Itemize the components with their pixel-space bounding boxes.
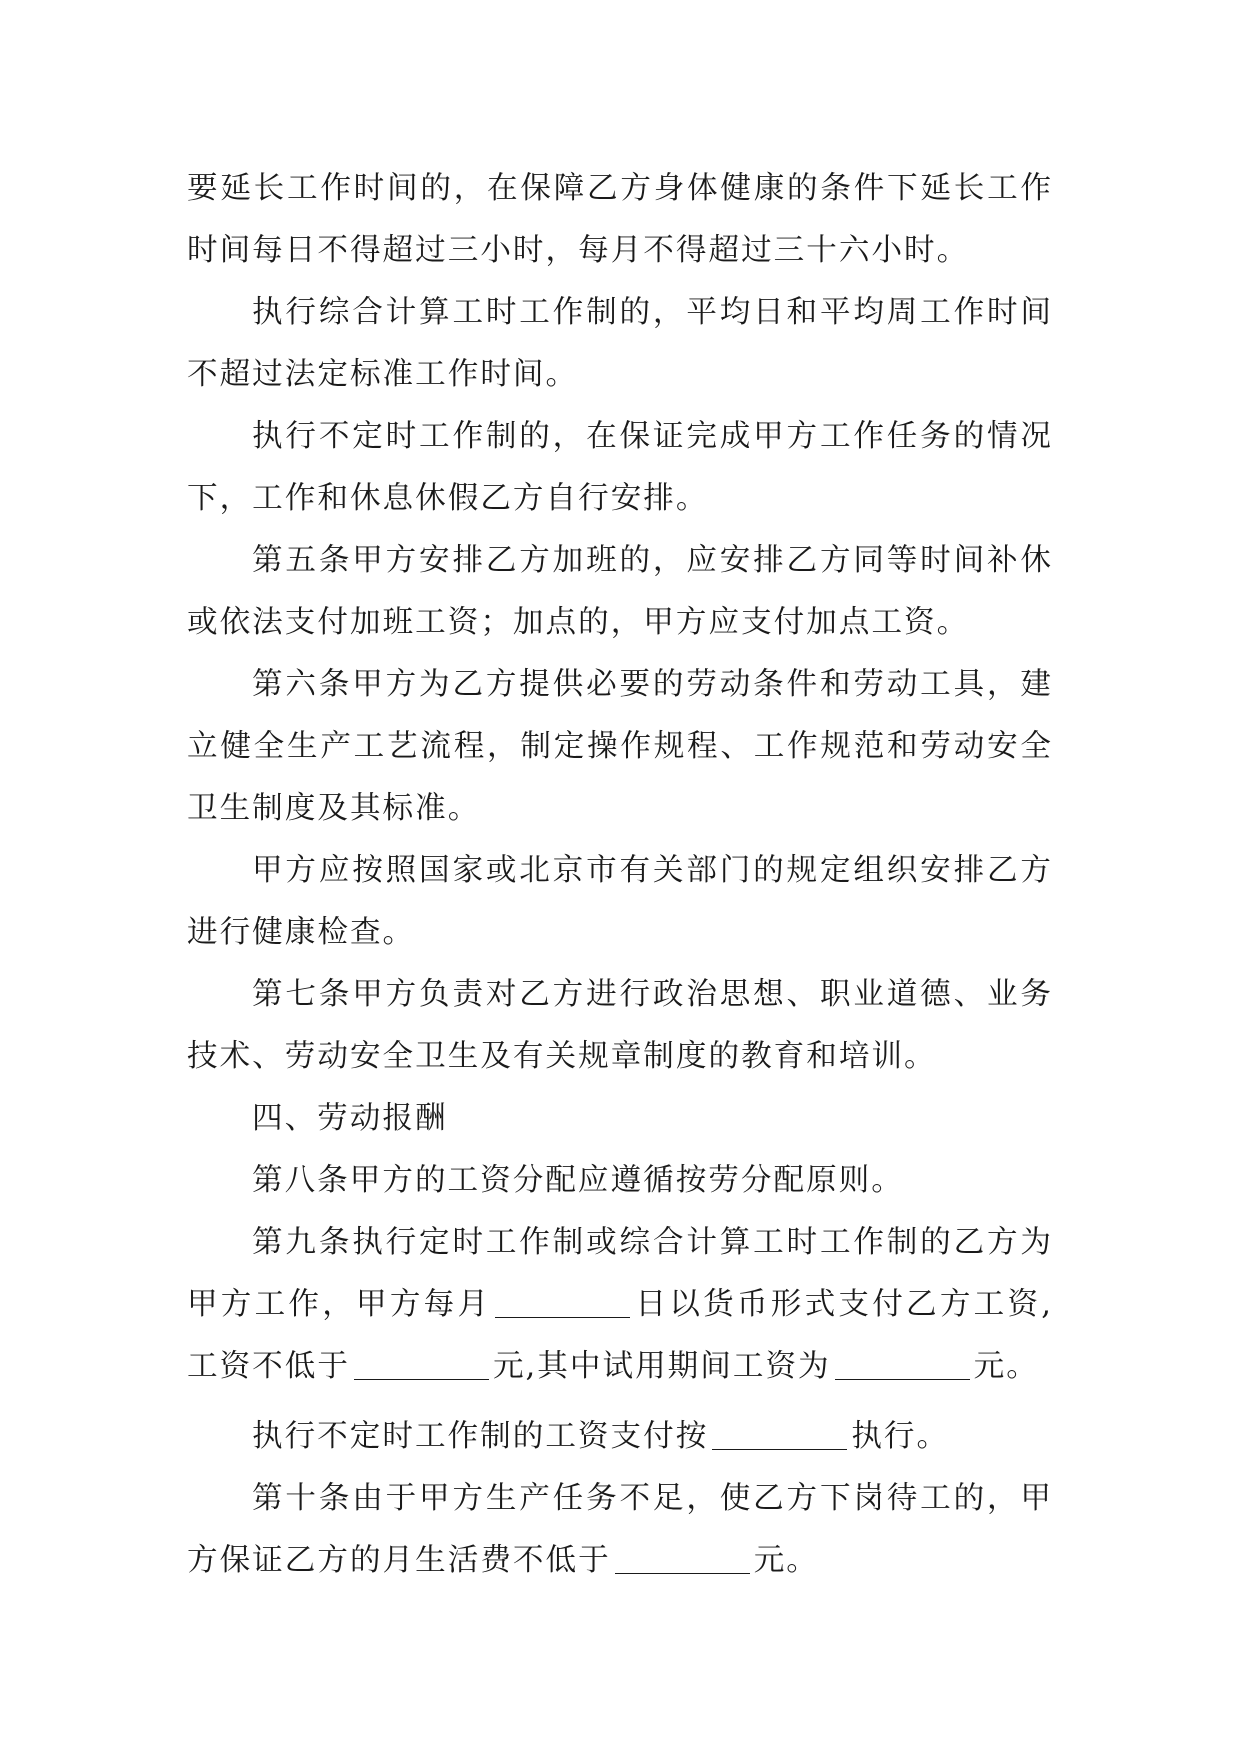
paragraph-flexible-hours: 执行不定时工作制的，在保证完成甲方工作任务的情况下，工作和休息休假乙方自行安排。 bbox=[187, 419, 1053, 516]
document-page bbox=[187, 158, 1053, 1592]
article-10-text-1: 第十条由于甲方生产任务不足，使乙方下岗待工的，甲方保证乙方的月生活费不低于 bbox=[187, 1481, 1053, 1578]
flexible-pay-text-2: 执行。 bbox=[851, 1419, 950, 1454]
article-9-text-2: 日以货币形式支付乙方工资,工资不低于 bbox=[187, 1287, 1053, 1384]
article-9-text-4: 元。 bbox=[973, 1349, 1039, 1384]
paragraph-overtime-limit: 要延长工作时间的，在保障乙方身体健康的条件下延长工作时间每日不得超过三小时，每月不得超过三十六小时。 bbox=[187, 171, 1053, 268]
probation-wage-blank[interactable] bbox=[835, 1349, 970, 1380]
paragraph-article-9 bbox=[187, 1212, 1053, 1398]
flexible-pay-blank[interactable] bbox=[712, 1419, 847, 1450]
article-10-text-2: 元。 bbox=[753, 1543, 819, 1578]
article-9-text-1: 第九条执行定时工作制或综合计算工时工作制的乙方为甲方工作，甲方每月 bbox=[187, 1225, 1053, 1322]
paragraph-health-check: 甲方应按照国家或北京市有关部门的规定组织安排乙方进行健康检查。 bbox=[187, 853, 1053, 950]
pay-day-blank[interactable] bbox=[495, 1287, 630, 1318]
section-heading-remuneration: 四、劳动报酬 bbox=[252, 1101, 448, 1136]
paragraph-flexible-pay bbox=[187, 1406, 1053, 1468]
paragraph-comprehensive-hours: 执行综合计算工时工作制的，平均日和平均周工作时间不超过法定标准工作时间。 bbox=[187, 295, 1053, 392]
flexible-pay-text-1: 执行不定时工作制的工资支付按 bbox=[252, 1419, 709, 1454]
living-allowance-blank[interactable] bbox=[615, 1543, 750, 1574]
paragraph-article-6: 第六条甲方为乙方提供必要的劳动条件和劳动工具，建立健全生产工艺流程，制定操作规程、工作规范和劳动安全卫生制度及其标准。 bbox=[187, 667, 1053, 826]
paragraph-article-8: 第八条甲方的工资分配应遵循按劳分配原则。 bbox=[252, 1163, 904, 1198]
paragraph-article-5: 第五条甲方安排乙方加班的，应安排乙方同等时间补休或依法支付加班工资；加点的，甲方应支付加点工资。 bbox=[187, 543, 1053, 640]
article-9-text-3: 元,其中试用期间工资为 bbox=[492, 1349, 831, 1384]
paragraph-article-7: 第七条甲方负责对乙方进行政治思想、职业道德、业务技术、劳动安全卫生及有关规章制度的教育和培训。 bbox=[187, 977, 1053, 1074]
paragraph-article-10 bbox=[187, 1468, 1053, 1592]
minimum-wage-blank[interactable] bbox=[354, 1349, 489, 1380]
